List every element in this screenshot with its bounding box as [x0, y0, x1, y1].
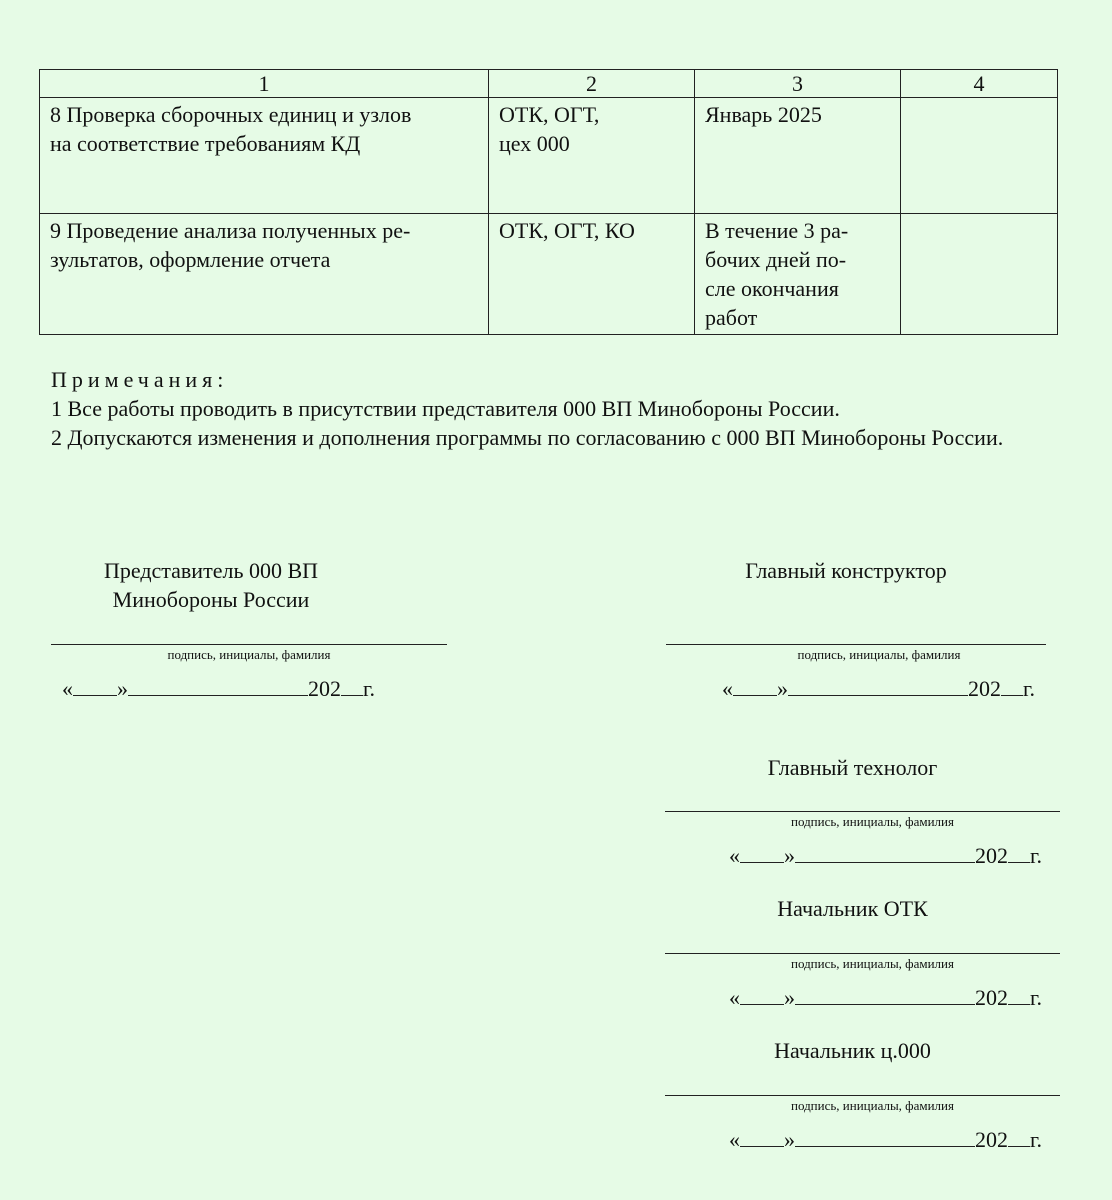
signatory-title: Начальник ОТК [777, 896, 928, 921]
table-row [40, 214, 1058, 335]
table-row [40, 98, 1058, 214]
signature-caption: подпись, инициалы, фамилия [797, 647, 961, 662]
date-day-field[interactable] [740, 842, 784, 863]
date-month-field[interactable] [788, 675, 968, 696]
signature-line[interactable] [666, 644, 1046, 645]
signatory-title: Представитель 000 ВП Минобороны России [103, 558, 319, 612]
table-cell-responsible: ОТК, ОГТ, КО [489, 214, 695, 335]
note-item: 1 Все работы проводить в присутствии представителя 000 ВП Минобороны России. [51, 396, 840, 421]
signature-caption: подпись, инициалы, фамилия [790, 1098, 954, 1113]
table-header-cell: 2 [489, 70, 695, 98]
date-year-field[interactable] [1008, 1126, 1030, 1147]
table-header-row [40, 70, 1058, 98]
signature-date: « » 202 г. [722, 676, 1036, 701]
signature-line[interactable] [665, 953, 1060, 954]
table-header-cell: 1 [40, 70, 489, 98]
table-cell-deadline: Январь 2025 [695, 98, 901, 214]
date-year-field[interactable] [1008, 984, 1030, 1005]
table-cell-note [901, 214, 1058, 335]
signatory-title: Начальник ц.000 [774, 1038, 931, 1063]
signatory-title: Главный конструктор [745, 558, 947, 583]
signature-block-head-shop [665, 1036, 1060, 1153]
signature-block-representative [51, 556, 447, 702]
signature-block-head-qc [665, 894, 1060, 1011]
signature-line[interactable] [665, 1095, 1060, 1096]
signature-line[interactable] [51, 644, 447, 645]
date-year-field[interactable] [1001, 675, 1023, 696]
table-cell-responsible: ОТК, ОГТ, цех 000 [489, 98, 695, 214]
signatory-title: Главный технолог [767, 755, 938, 780]
date-month-field[interactable] [795, 1126, 975, 1147]
signature-date: « » 202 г. [729, 843, 1043, 868]
program-table [39, 69, 1058, 335]
signature-block-chief-designer [666, 556, 1046, 702]
date-day-field[interactable] [733, 675, 777, 696]
signature-block-chief-technologist [665, 753, 1060, 869]
signature-caption: подпись, инициалы, фамилия [790, 956, 954, 971]
table-header-cell: 3 [695, 70, 901, 98]
signature-caption: подпись, инициалы, фамилия [167, 647, 331, 662]
notes-section [51, 365, 1071, 452]
note-item: 2 Допускаются изменения и дополнения программы по согласованию с 000 ВП Минобороны России. [51, 425, 1004, 450]
table-cell-deadline: В течение 3 ра- бочих дней по- сле окончания работ [695, 214, 901, 335]
signature-date: « » 202 г. [62, 676, 376, 701]
table-cell-task: 8 Проверка сборочных единиц и узлов на соответствие требованиям КД [40, 98, 489, 214]
table-header-cell: 4 [901, 70, 1058, 98]
date-day-field[interactable] [740, 984, 784, 1005]
signature-date: « » 202 г. [729, 985, 1043, 1010]
date-year-field[interactable] [1008, 842, 1030, 863]
date-day-field[interactable] [73, 675, 117, 696]
date-year-field[interactable] [341, 675, 363, 696]
notes-heading: Примечания: [51, 367, 229, 392]
date-month-field[interactable] [128, 675, 308, 696]
signature-date: « » 202 г. [729, 1127, 1043, 1152]
date-month-field[interactable] [795, 984, 975, 1005]
signature-caption: подпись, инициалы, фамилия [790, 814, 954, 829]
date-day-field[interactable] [740, 1126, 784, 1147]
signature-line[interactable] [665, 811, 1060, 812]
table-cell-task: 9 Проведение анализа полученных ре- зультатов, оформление отчета [40, 214, 489, 335]
table-cell-note [901, 98, 1058, 214]
date-month-field[interactable] [795, 842, 975, 863]
